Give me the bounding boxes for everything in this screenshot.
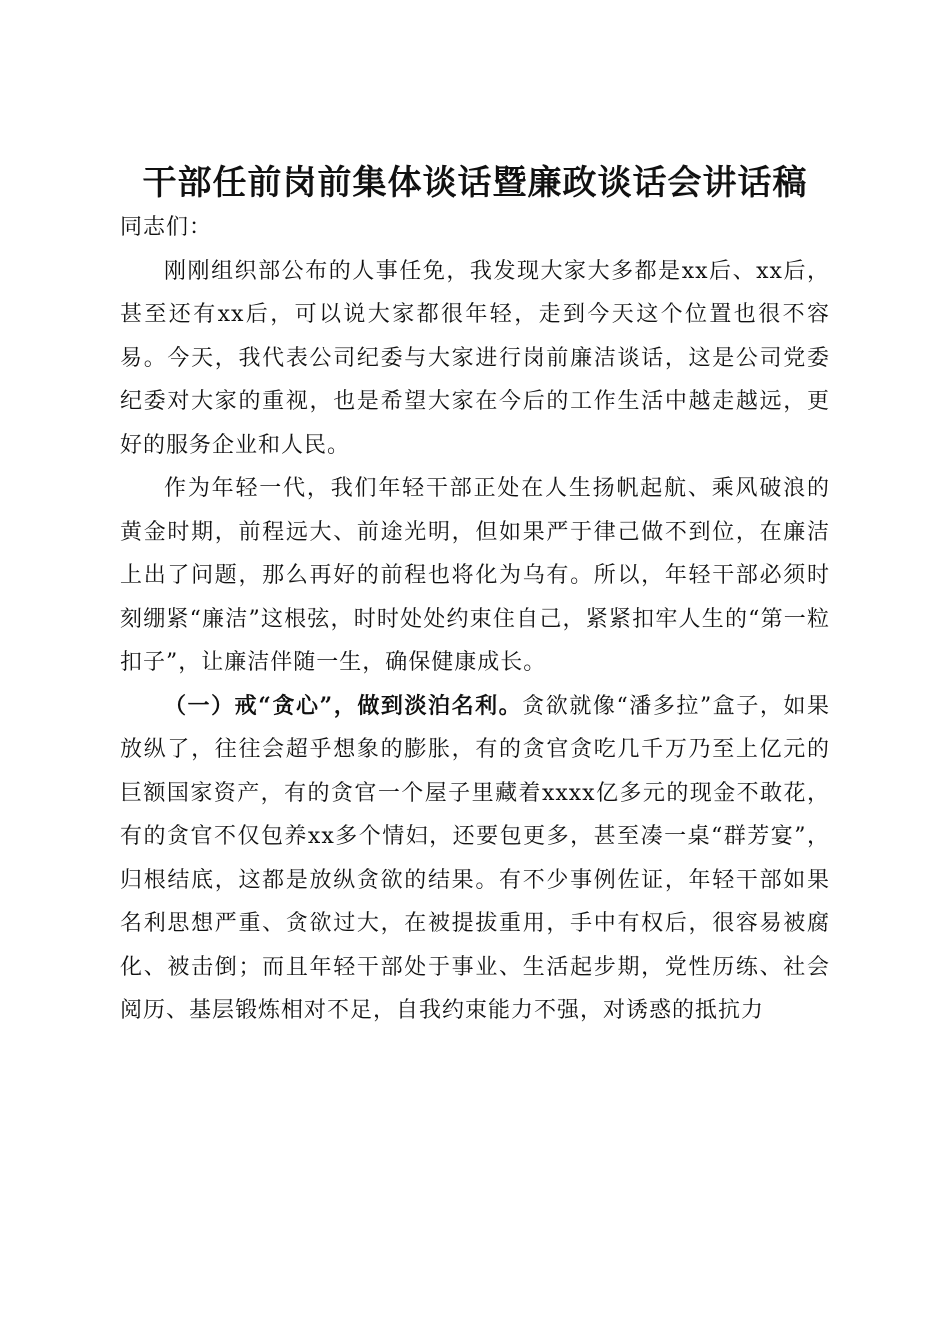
document-body — [120, 206, 830, 1033]
section-one-text: 贪欲就像“潘多拉”盒子，如果放纵了，往往会超乎想象的膨胀，有的贪官贪吃几千万乃至上亿元的巨额国家资产，有的贪官一个屋子里藏着xxxx亿多元的现金不敢花，有的贪官不仅包养xx多个情妇，还要包更多，甚至凑一桌“群芳宴”，归根结底，这都是放纵贪欲的结果。有不少事例佐证，年轻干部如果名利思想严重、贪欲过大，在被提拔重用，手中有权后，很容易被腐化、被击倒；而且年轻干部处于事业、生活起步期，党性历练、社会阅历、基层锻炼相对不足，自我约束能力不强，对诱惑的抵抗力 — [120, 693, 831, 1023]
paragraph-2: 作为年轻一代，我们年轻干部正处在人生扬帆起航、乘风破浪的黄金时期，前程远大、前途光明，但如果严于律己做不到位，在廉洁上出了问题，那么再好的前程也将化为乌有。所以，年轻干部必须时刻绷紧“廉洁”这根弦，时时处处约束住自己，紧紧扣牢人生的“第一粒扣子”，让廉洁伴随一生，确保健康成长。 — [120, 476, 830, 675]
document-title: 干部任前岗前集体谈话暨廉政谈话会讲话稿 — [142, 162, 808, 203]
greeting-line: 同志们： — [120, 215, 213, 240]
section-one-paragraph — [120, 685, 830, 1033]
paragraph-1: 刚刚组织部公布的人事任免，我发现大家大多都是xx后、xx后，甚至还有xx后，可以说大家都很年轻，走到今天这个位置也很不容易。今天，我代表公司纪委与大家进行岗前廉洁谈话，这是公司党委纪委对大家的重视，也是希望大家在今后的工作生活中越走越远，更好的服务企业和人民。 — [120, 258, 830, 458]
section-one-heading: （一）戒“贪心”，做到淡泊名利。 — [164, 692, 523, 719]
